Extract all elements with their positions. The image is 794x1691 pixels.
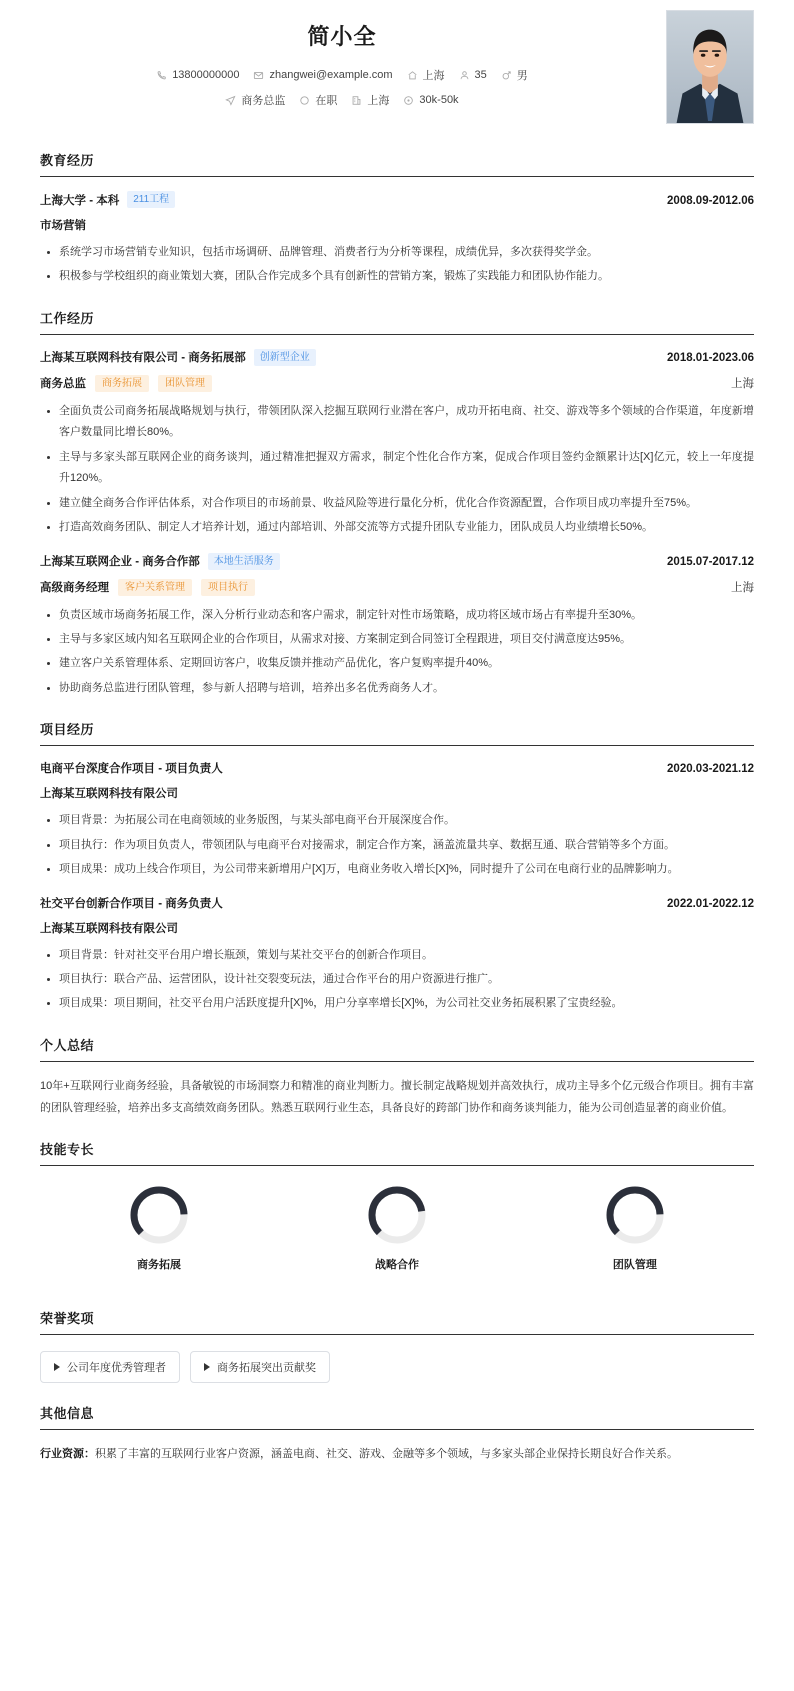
page-title: 简小全 <box>307 24 377 49</box>
contact-text: 商务总监 <box>241 95 286 107</box>
bullet-item: 系统学习市场营销专业知识，包括市场调研、品牌管理、消费者行为分析等课程，成绩优异，多次获得奖学金。 <box>40 242 754 263</box>
skill-item <box>278 1184 516 1272</box>
section-other-info <box>40 1403 754 1465</box>
entry-date: 2018.01-2023.06 <box>667 352 754 365</box>
honor-label: 商务拓展突出贡献奖 <box>217 1361 316 1374</box>
bullet-item: 建立健全商务合作评估体系，对合作项目的市场前景、收益风险等进行量化分析，优化合作资源配置，合作项目成功率提升至75%。 <box>40 493 754 514</box>
section-title-summary: 个人总结 <box>40 1035 754 1062</box>
contact-item <box>253 69 392 81</box>
entry-date: 2020.03-2021.12 <box>667 763 754 776</box>
other-info-text: 积累了丰富的互联网行业客户资源，涵盖电商、社交、游戏、金融等多个领域，与多家头部企业保持长期良好合作关系。 <box>95 1447 678 1460</box>
section-title-projects: 项目经历 <box>40 719 754 746</box>
skill-tag: 商务拓展 <box>95 375 149 392</box>
home-icon <box>407 70 418 81</box>
contact-text: 上海 <box>367 95 390 107</box>
phone-icon <box>156 70 167 81</box>
entry-header <box>40 760 754 776</box>
entry-date: 2008.09-2012.06 <box>667 194 754 207</box>
entry-header-left <box>40 191 175 208</box>
bullet-item: 项目成果：成功上线合作项目，为公司带来新增用户[X]万，电商业务收入增长[X]%，同时提升了公司在电商行业的品牌影响力。 <box>40 859 754 880</box>
section-education <box>40 150 754 288</box>
contact-text: zhangwei@example.com <box>269 69 393 81</box>
company-tag: 本地生活服务 <box>208 553 280 570</box>
bullet-item: 主导与多家区域内知名互联网企业的合作项目，从需求对接、方案制定到合同签订全程跟进，项目交付满意度达95%。 <box>40 629 754 650</box>
salary-icon <box>403 95 414 106</box>
honor-chip[interactable] <box>40 1351 180 1383</box>
entry-header <box>40 349 754 366</box>
project-company: 上海某互联网科技有限公司 <box>40 922 178 935</box>
contact-row-secondary <box>40 92 754 108</box>
bullet-item: 项目背景：针对社交平台用户增长瓶颈，策划与某社交平台的创新合作项目。 <box>40 945 754 966</box>
company-name: 上海某互联网企业 - 商务合作部 <box>40 556 200 568</box>
bullet-list <box>40 945 754 1015</box>
section-summary <box>40 1035 754 1119</box>
bullet-item: 项目背景：为拓展公司在电商领域的业务版图，与某头部电商平台开展深度合作。 <box>40 810 754 831</box>
bullet-list <box>40 810 754 880</box>
skill-ring-list <box>40 1184 754 1288</box>
major-name: 市场营销 <box>40 220 86 232</box>
status-icon <box>299 95 310 106</box>
section-honors <box>40 1308 754 1383</box>
contact-text: 35 <box>474 69 487 81</box>
skill-progress-ring <box>366 1184 428 1246</box>
skill-tag: 项目执行 <box>201 579 255 596</box>
contact-item <box>299 92 337 108</box>
contact-item <box>225 92 285 108</box>
entry-header-left <box>40 760 223 776</box>
contact-item <box>501 67 528 83</box>
entry-header-left <box>40 349 316 366</box>
contact-item <box>351 92 389 108</box>
bullet-item: 项目执行：联合产品、运营团队，设计社交裂变玩法，通过合作平台的用户资源进行推广。 <box>40 969 754 990</box>
contact-item <box>459 69 487 81</box>
school-name: 上海大学 - 本科 <box>40 194 120 207</box>
honor-chip[interactable] <box>190 1351 330 1383</box>
bullet-item: 项目成果：项目期间，社交平台用户活跃度提升[X]%，用户分享率增长[X]%，为公司社交业务拓展积累了宝贵经验。 <box>40 993 754 1014</box>
entry-header-left <box>40 895 223 911</box>
skill-progress-ring <box>604 1184 666 1246</box>
skill-progress-ring <box>128 1184 190 1246</box>
skill-label: 商务拓展 <box>136 1258 181 1271</box>
job-role: 高级商务经理 <box>40 582 109 594</box>
skill-item <box>40 1184 278 1272</box>
play-triangle-icon <box>54 1363 60 1371</box>
entry-subheader <box>40 579 754 596</box>
city-icon <box>351 95 362 106</box>
skill-tag: 团队管理 <box>158 375 212 392</box>
position-icon <box>225 95 236 106</box>
entry-date: 2022.01-2022.12 <box>667 897 754 910</box>
entry-header <box>40 895 754 911</box>
bullet-item: 全面负责公司商务拓展战略规划与执行，带领团队深入挖掘互联网行业潜在客户，成功开拓电商、社交、游戏等多个领域的合作渠道，年度新增客户数量同比增长80%。 <box>40 401 754 444</box>
section-title-work: 工作经历 <box>40 308 754 335</box>
contact-item <box>156 69 239 81</box>
section-title-skills: 技能专长 <box>40 1139 754 1166</box>
bullet-item: 主导与多家头部互联网企业的商务谈判，通过精准把握双方需求，制定个性化合作方案，促成合作项目签约金额累计达[X]亿元，较上一年度提升120%。 <box>40 447 754 490</box>
other-info-label: 行业资源： <box>40 1447 95 1460</box>
project-entry <box>40 895 754 1015</box>
entry-date: 2015.07-2017.12 <box>667 556 754 568</box>
section-skills <box>40 1139 754 1288</box>
mail-icon <box>253 70 264 81</box>
other-info-list <box>40 1444 754 1465</box>
bullet-list <box>40 242 754 288</box>
contact-text: 上海 <box>422 70 445 82</box>
bullet-item: 项目执行：作为项目负责人，带领团队与电商平台对接需求，制定合作方案，涵盖流量共享、数据互通、联合营销等多个方面。 <box>40 835 754 856</box>
honor-chip-list <box>40 1351 754 1383</box>
contact-text: 13800000000 <box>172 69 240 81</box>
honor-label: 公司年度优秀管理者 <box>67 1361 166 1374</box>
project-name: 电商平台深度合作项目 - 项目负责人 <box>40 763 223 776</box>
entry-header <box>40 191 754 208</box>
bullet-item: 打造高效商务团队、制定人才培养计划，通过内部培训、外部交流等方式提升团队专业能力，团队成员人均业绩增长50%。 <box>40 517 754 538</box>
company-tag: 创新型企业 <box>254 349 316 366</box>
other-info-row <box>40 1444 754 1465</box>
job-location: 上海 <box>731 582 754 594</box>
project-company: 上海某互联网科技有限公司 <box>40 788 178 801</box>
company-name: 上海某互联网科技有限公司 - 商务拓展部 <box>40 352 246 365</box>
contact-text: 在职 <box>315 95 338 107</box>
contact-item <box>403 94 458 106</box>
skill-item <box>516 1184 754 1272</box>
bullet-list <box>40 401 754 539</box>
section-title-education: 教育经历 <box>40 150 754 177</box>
age-icon <box>459 70 470 81</box>
skill-label: 战略合作 <box>374 1258 419 1271</box>
entry-subheader-left <box>40 579 255 596</box>
project-entry <box>40 760 754 880</box>
summary-text: 10年+互联网行业商务经验，具备敏锐的市场洞察力和精准的商业判断力。擅长制定战略规划并高效执行，成功主导多个亿元级合作项目。拥有丰富的团队管理经验，培养出多支高绩效商务团队。熟悉互联网行业生态，具备良好的跨部门协作和商务谈判能力，能为公司创造显著的商业价值。 <box>40 1079 754 1114</box>
bullet-list <box>40 605 754 700</box>
entry-header <box>40 553 754 570</box>
education-entry <box>40 191 754 288</box>
education-entry-list <box>40 191 754 288</box>
avatar <box>666 10 754 124</box>
resume-header <box>40 0 754 130</box>
entry-subheader <box>40 375 754 392</box>
bullet-item: 积极参与学校组织的商业策划大赛，团队合作完成多个具有创新性的营销方案，锻炼了实践能力和团队协作能力。 <box>40 266 754 287</box>
section-title-other: 其他信息 <box>40 1403 754 1430</box>
play-triangle-icon <box>204 1363 210 1371</box>
entry-header-left <box>40 553 280 570</box>
job-location: 上海 <box>731 378 754 391</box>
skill-label: 团队管理 <box>612 1258 657 1271</box>
contact-row-primary <box>40 67 754 83</box>
bullet-item: 协助商务总监进行团队管理，参与新人招聘与培训，培养出多名优秀商务人才。 <box>40 678 754 699</box>
section-projects <box>40 719 754 1015</box>
work-entry <box>40 349 754 539</box>
entry-subheader-left <box>40 375 212 392</box>
project-name: 社交平台创新合作项目 - 商务负责人 <box>40 897 223 910</box>
skill-tag: 客户关系管理 <box>118 579 192 596</box>
project-entry-list <box>40 760 754 1015</box>
section-title-honors: 荣誉奖项 <box>40 1308 754 1335</box>
section-work <box>40 308 754 699</box>
education-tag: 211工程 <box>127 191 175 208</box>
work-entry <box>40 553 754 700</box>
work-entry-list <box>40 349 754 699</box>
contact-item <box>407 67 445 83</box>
contact-text: 男 <box>516 70 528 82</box>
bullet-item: 建立客户关系管理体系、定期回访客户，收集反馈并推动产品优化，客户复购率提升40%。 <box>40 653 754 674</box>
bullet-item: 负责区域市场商务拓展工作，深入分析行业动态和客户需求，制定针对性市场策略，成功将区域市场占有率提升至30%。 <box>40 605 754 626</box>
job-role: 商务总监 <box>40 378 86 391</box>
gender-icon <box>501 70 512 81</box>
contact-text: 30k-50k <box>419 94 459 106</box>
